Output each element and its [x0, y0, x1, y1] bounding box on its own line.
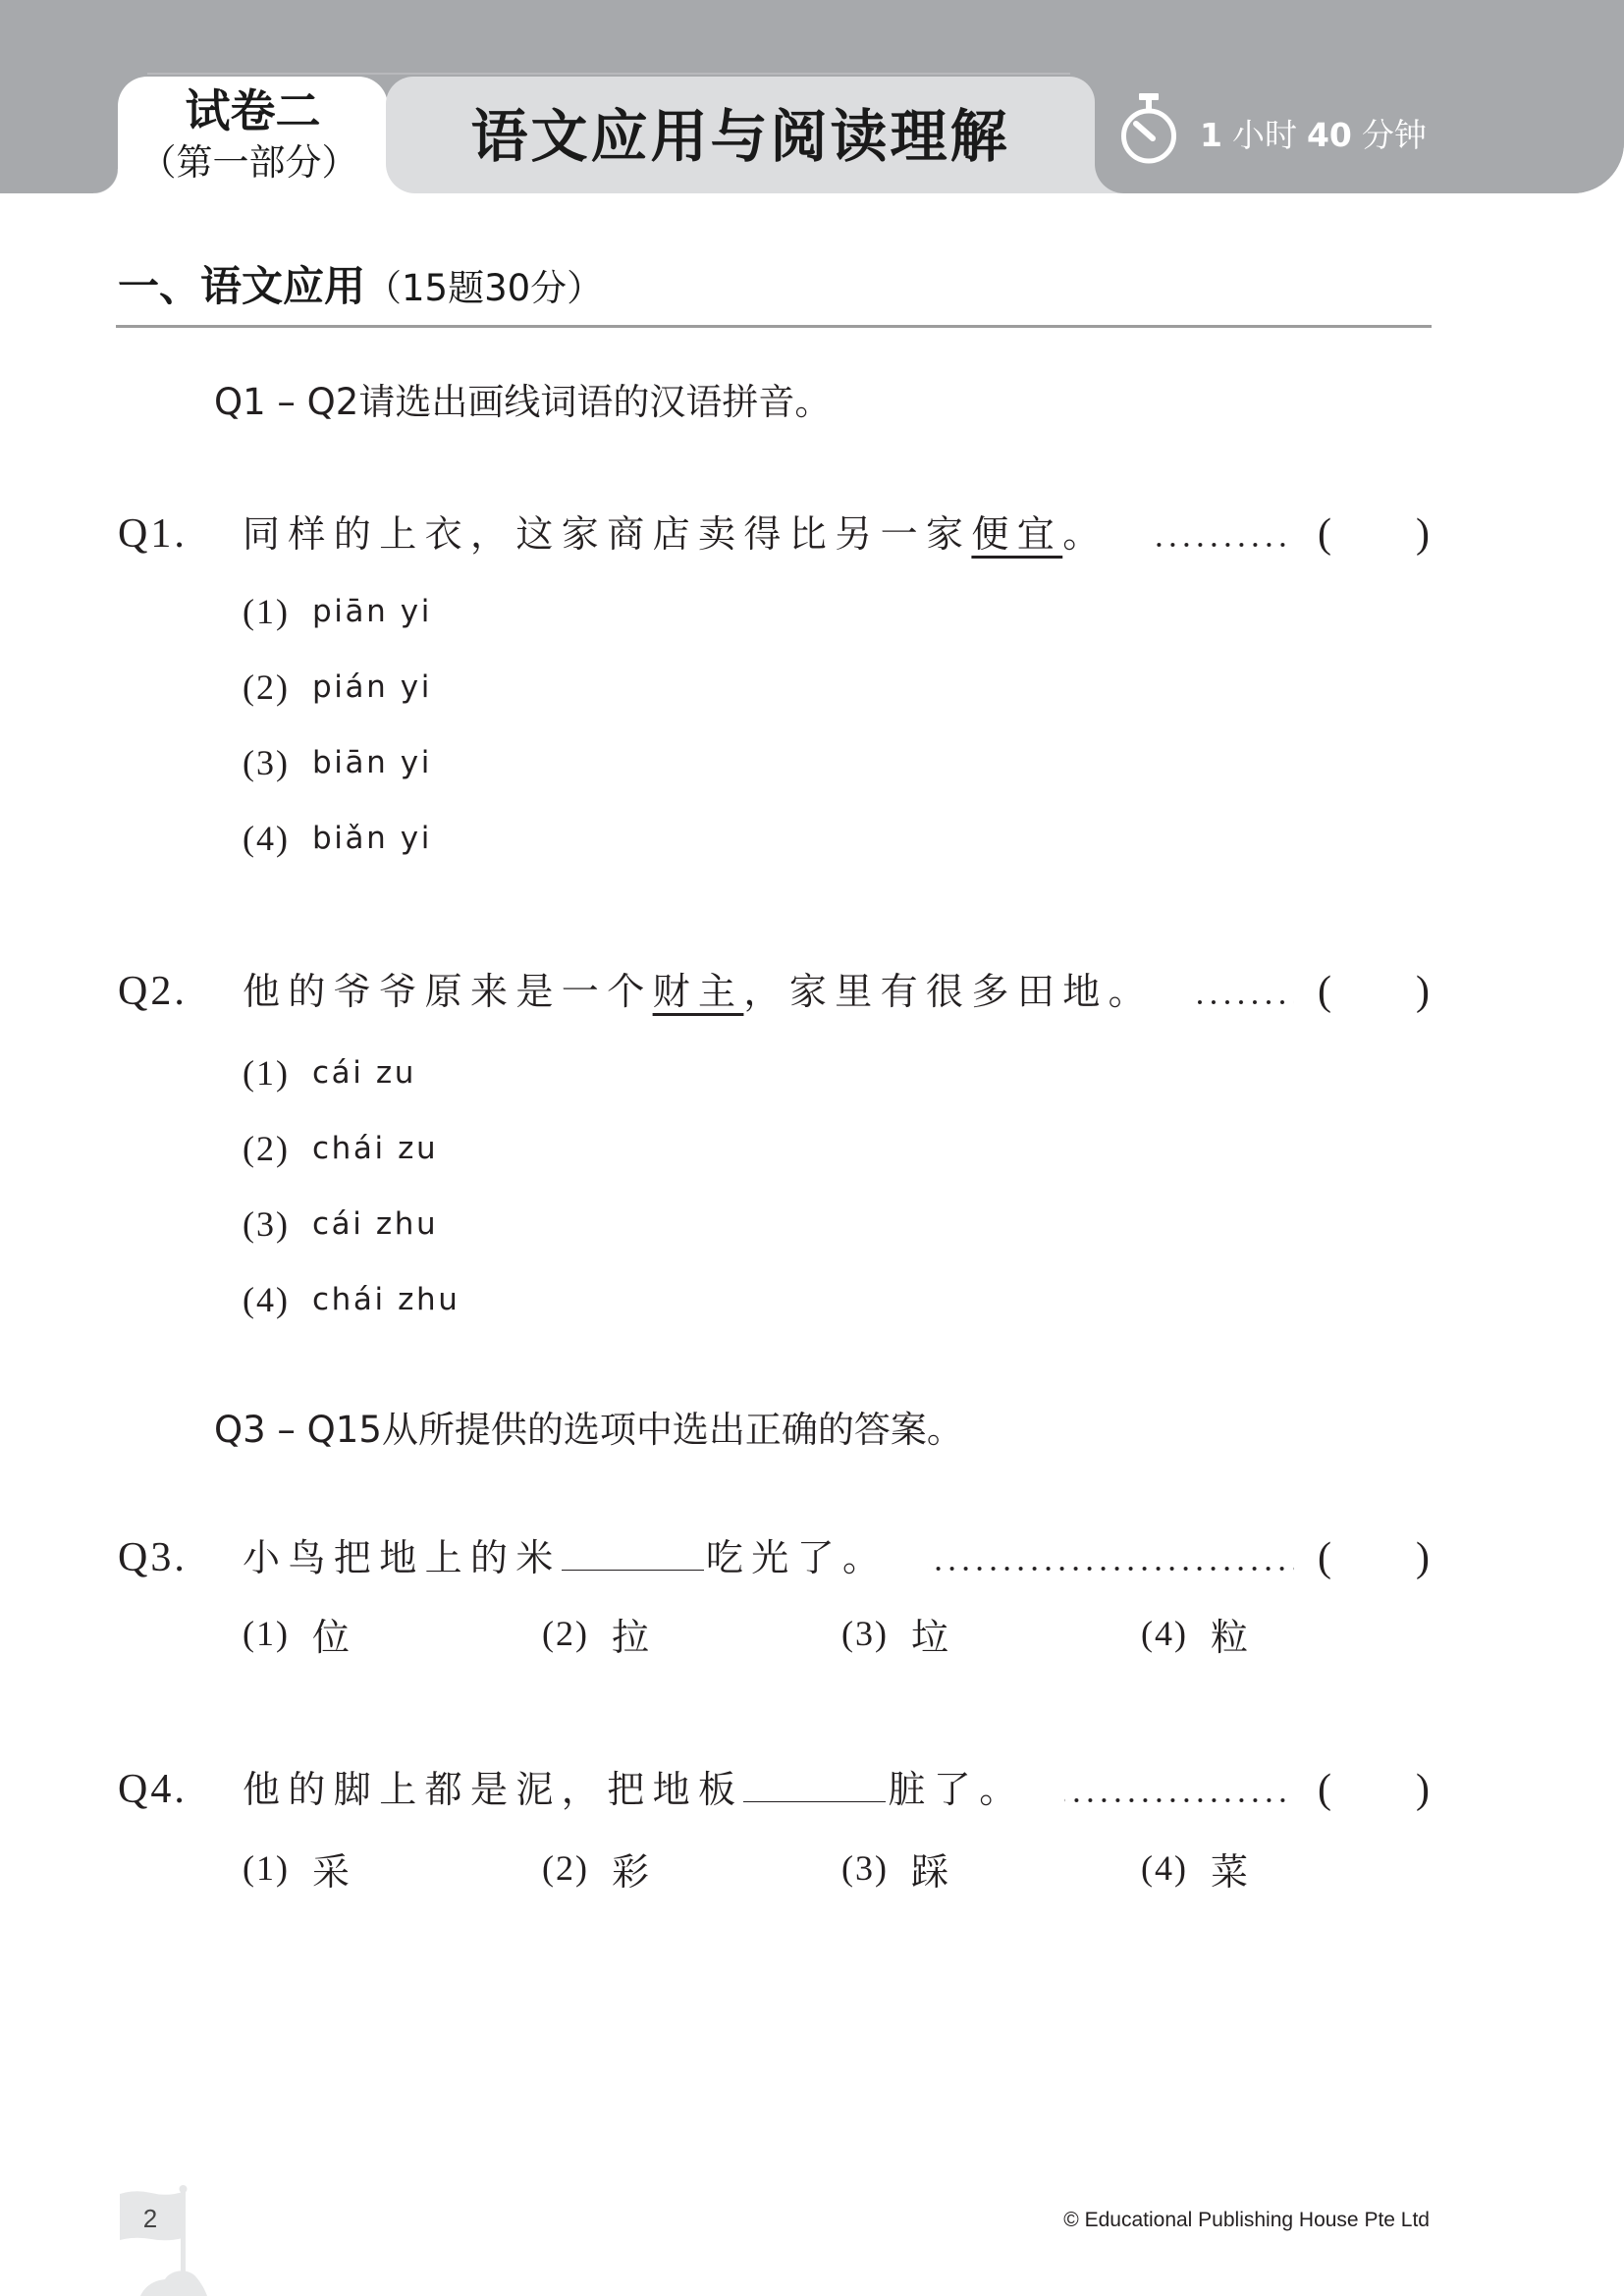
- option-text: 菜: [1211, 1849, 1249, 1894]
- option-text: 粒: [1211, 1615, 1249, 1659]
- instruction-q1-q2: Q1 – Q2请选出画线词语的汉语拼音。: [214, 381, 832, 423]
- question-text: [243, 962, 1154, 1021]
- dot-leader: [1064, 1798, 1294, 1802]
- answer-bracket: [1318, 505, 1434, 563]
- question-text: [243, 505, 1109, 563]
- fill-in-blank: [743, 1801, 886, 1802]
- time-minutes-unit: 分钟: [1361, 116, 1427, 154]
- option-number: (3): [841, 1614, 889, 1653]
- fill-in-blank: [562, 1570, 704, 1571]
- question-q1: [118, 505, 1434, 563]
- option-number: (2): [243, 667, 290, 707]
- answer-bracket-open: (: [1318, 511, 1331, 557]
- copyright: © Educational Publishing House Pte Ltd: [1063, 2209, 1430, 2231]
- options-q2: [243, 1035, 460, 1337]
- option: [841, 1604, 1141, 1663]
- question-text: [243, 1528, 888, 1587]
- time-limit: [1200, 116, 1436, 155]
- question-text-after: 脏了。: [888, 1768, 1025, 1811]
- option-text: 彩: [612, 1849, 650, 1894]
- option: [243, 1261, 460, 1337]
- section-count: （15题30分）: [365, 267, 604, 309]
- option: [243, 1186, 460, 1261]
- tab-shadow-line: [147, 73, 1070, 75]
- option-number: (4): [243, 818, 290, 858]
- section-heading: [118, 257, 603, 316]
- options-q3: [243, 1604, 1440, 1663]
- answer-bracket-close: ): [1416, 969, 1430, 1014]
- option-text: biǎn yi: [312, 820, 432, 856]
- option-text: 踩: [911, 1849, 949, 1894]
- underlined-word: 便宜: [971, 512, 1063, 556]
- option-number: (3): [841, 1848, 889, 1888]
- answer-bracket-open: (: [1318, 1535, 1331, 1580]
- option: [1141, 1604, 1440, 1663]
- flag-icon: [116, 2181, 214, 2296]
- time-hours: 1: [1200, 116, 1222, 154]
- option: [243, 1604, 542, 1663]
- question-q2: [118, 962, 1434, 1021]
- options-q4: [243, 1839, 1440, 1897]
- answer-bracket-close: ): [1416, 511, 1430, 557]
- option-number: (2): [542, 1614, 589, 1653]
- option-text: biān yi: [312, 744, 432, 780]
- question-label: Q2.: [118, 969, 188, 1014]
- question-q3: [118, 1528, 1434, 1587]
- answer-bracket-open: (: [1318, 1767, 1331, 1812]
- option: [542, 1604, 841, 1663]
- answer-bracket-close: ): [1416, 1535, 1430, 1580]
- option-text: chái zhu: [312, 1281, 460, 1317]
- underlined-word: 财主: [652, 970, 744, 1013]
- option: [542, 1839, 841, 1897]
- answer-bracket: [1318, 962, 1434, 1021]
- question-text-before: 他的爷爷原来是一个: [243, 970, 653, 1013]
- question-text-after: 。: [1062, 512, 1109, 556]
- dot-leader: [1148, 543, 1294, 547]
- paper-part: （第一部分）: [139, 141, 358, 184]
- option: [243, 1035, 460, 1110]
- option-text: chái zu: [312, 1130, 439, 1166]
- option-number: (1): [243, 1848, 290, 1888]
- option: [243, 724, 432, 800]
- answer-bracket-close: ): [1416, 1767, 1430, 1812]
- section-divider: [116, 325, 1432, 328]
- section-title: 一、语文应用: [118, 262, 366, 310]
- option-number: (2): [542, 1848, 589, 1888]
- option: [243, 649, 432, 724]
- dot-leader: [927, 1567, 1294, 1571]
- question-text: [243, 1760, 1025, 1819]
- section-tab-title: 语文应用与阅读理解: [470, 103, 1010, 170]
- option: [243, 800, 432, 876]
- option-number: (4): [1141, 1848, 1188, 1888]
- stopwatch-icon: [1117, 92, 1180, 167]
- option-text: 采: [312, 1849, 351, 1894]
- option-number: (1): [243, 1052, 290, 1093]
- answer-bracket: [1318, 1760, 1434, 1819]
- option-number: (2): [243, 1128, 290, 1168]
- question-text-before: 小鸟把地上的米: [243, 1536, 562, 1579]
- option-text: cái zhu: [312, 1205, 439, 1242]
- option-number: (4): [243, 1279, 290, 1319]
- option: [1141, 1839, 1440, 1897]
- answer-bracket-open: (: [1318, 969, 1331, 1014]
- option-number: (1): [243, 1614, 290, 1653]
- question-label: Q4.: [118, 1767, 188, 1812]
- options-q1: [243, 573, 432, 876]
- option-number: (1): [243, 591, 290, 631]
- option-number: (4): [1141, 1614, 1188, 1653]
- option-text: 位: [312, 1615, 351, 1659]
- option-text: 拉: [612, 1615, 650, 1659]
- time-hours-unit: 小时: [1231, 116, 1297, 154]
- question-q4: [118, 1760, 1434, 1819]
- option-number: (3): [243, 742, 290, 782]
- option-number: (3): [243, 1203, 290, 1244]
- option: [243, 573, 432, 649]
- question-text-after: ，家里有很多田地。: [743, 970, 1155, 1013]
- question-label: Q1.: [118, 511, 188, 557]
- time-minutes: 40: [1306, 116, 1352, 154]
- question-text-after: 吃光了。: [705, 1536, 889, 1579]
- option-text: piān yi: [312, 593, 432, 629]
- paper-title: 试卷二: [185, 84, 321, 137]
- option-text: 垃: [911, 1615, 949, 1659]
- option: [841, 1839, 1141, 1897]
- dot-leader: [1193, 1000, 1294, 1004]
- instruction-q3-q15: Q3 – Q15从所提供的选项中选出正确的答案。: [214, 1409, 963, 1451]
- question-label: Q3.: [118, 1535, 188, 1580]
- question-text-before: 他的脚上都是泥，把地板: [243, 1768, 744, 1811]
- page-number: 2: [142, 2204, 158, 2233]
- answer-bracket: [1318, 1528, 1434, 1587]
- question-text-before: 同样的上衣，这家商店卖得比另一家: [243, 512, 972, 556]
- option-text: pián yi: [312, 668, 432, 705]
- option-text: cái zu: [312, 1054, 417, 1091]
- option: [243, 1839, 542, 1897]
- option: [243, 1110, 460, 1186]
